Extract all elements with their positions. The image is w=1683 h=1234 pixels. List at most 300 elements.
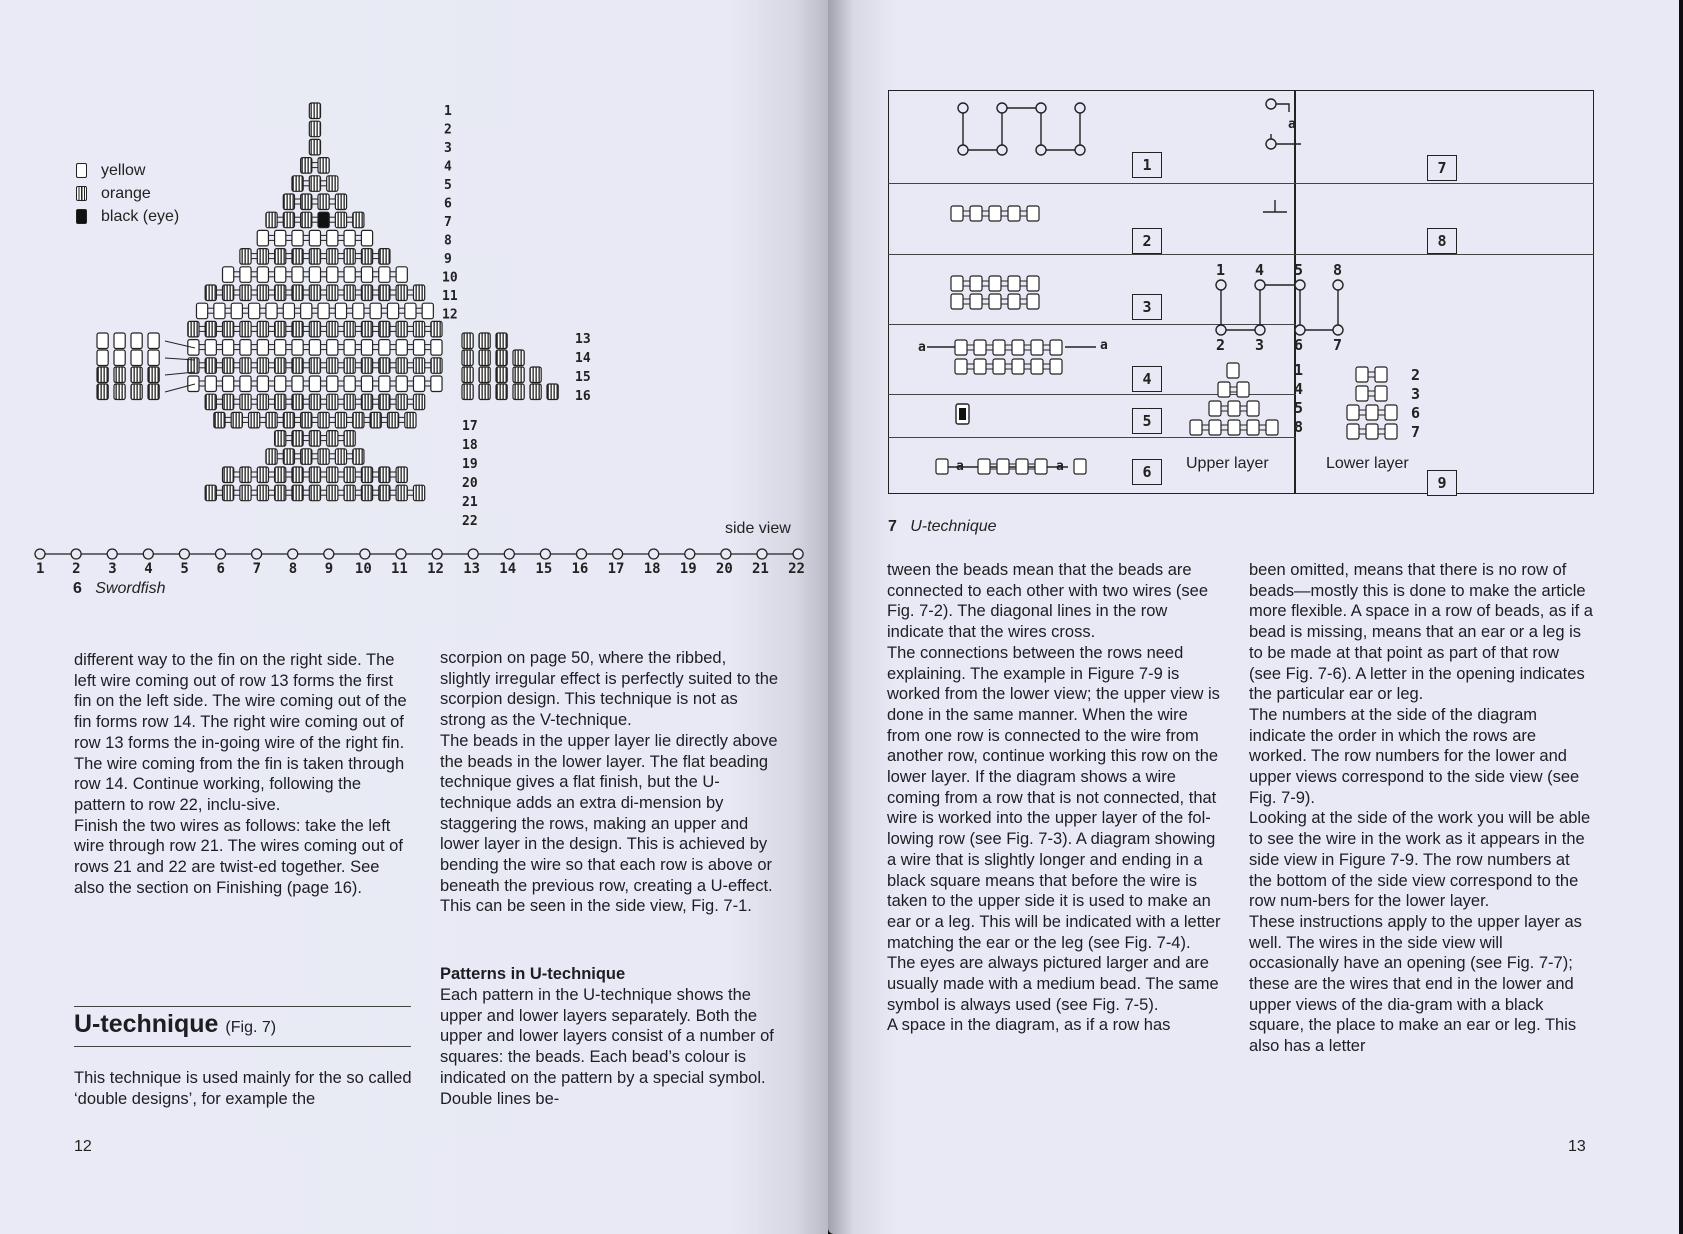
eye-bead-center (959, 408, 966, 420)
bead (205, 485, 216, 501)
bead (275, 358, 286, 374)
bead (396, 394, 407, 410)
bead (1012, 340, 1024, 355)
bead (283, 194, 294, 210)
side-view-bead (540, 549, 550, 559)
bead (1247, 420, 1259, 435)
bead (379, 485, 390, 501)
paragraph: Finish the two wires as follows: take the left wire through row 21. The wires coming out of rows 21 and 22 are twist-ed together. See also the section on Finishing (page 16). (74, 816, 403, 897)
bead (309, 103, 320, 119)
patterns-paragraph: Each pattern in the U-technique shows the upper and lower layers separately. Both the upper and lower layers consist of a number of squares: the beads. Each bead’s colour is indicated on the pattern by a special symbol. Double lines be- (440, 986, 774, 1108)
row-number: 19 (462, 457, 478, 472)
bead (344, 340, 355, 356)
bead (1016, 459, 1028, 474)
side-view-number: 4 (144, 561, 153, 577)
figure-7-bead-rows (936, 206, 1397, 474)
bead (361, 467, 372, 483)
bead (1228, 420, 1240, 435)
figure-title: Swordfish (95, 580, 166, 597)
upper-layer-label: Upper layer (1186, 455, 1269, 472)
bead (240, 376, 251, 392)
bead (114, 350, 125, 366)
bead (309, 121, 320, 137)
side-view-number: 8 (288, 561, 298, 577)
bead (1347, 424, 1359, 439)
bead (344, 394, 355, 410)
bead (361, 358, 372, 374)
swordfish-row-numbers (442, 104, 591, 529)
bead (301, 158, 312, 174)
panel-number-2: 2 (1132, 228, 1162, 254)
swordfish-pattern-diagram (0, 100, 800, 540)
bead (496, 367, 507, 383)
bead (978, 459, 990, 474)
bead (1247, 401, 1259, 416)
left-column-1 (74, 650, 414, 898)
bead (231, 303, 242, 319)
wire-label-7: a (1288, 117, 1296, 132)
bead (1031, 340, 1043, 355)
bead (318, 303, 329, 319)
bead (240, 467, 251, 483)
bead (318, 212, 329, 228)
bead (462, 367, 473, 383)
panel-number-8: 8 (1427, 228, 1457, 254)
bead (205, 394, 216, 410)
bead (257, 321, 268, 337)
side-view-number: 19 (679, 561, 697, 577)
bead (1375, 367, 1387, 382)
paragraph: tween the beads mean that the beads are connected to each other with two wires (see Fig. 7-2). The diagonal lines in the row indicate that the wires cross. (887, 561, 1209, 642)
bead (479, 350, 490, 366)
bead (240, 394, 251, 410)
bead (97, 384, 108, 400)
side-view-bead (360, 549, 370, 559)
bead (974, 340, 986, 355)
bead (97, 367, 108, 383)
bead (951, 294, 963, 309)
upper-layer-number: 4 (1294, 380, 1304, 398)
wire-label-6a: a (956, 459, 964, 474)
row-number: 2 (444, 122, 452, 138)
row-number: 11 (442, 289, 458, 304)
figure-number: 6 (73, 580, 82, 597)
panel-9-number: 4 (1255, 261, 1265, 279)
left-page (0, 0, 828, 1234)
row-number: 6 (444, 196, 452, 212)
side-view-number: 14 (499, 561, 517, 577)
paragraph: The beads in the upper layer lie directly above the beads in the lower layer. The flat beading technique gives a flat finish, but the U-technique adds an extra di-mension by staggering the rows, making an upper and lower layer in the design. This is achieved by bending the wire so that each row is above or beneath the previous row, creating a U-effect. This can be seen in the side view, Fig. 7-1. (440, 731, 778, 916)
panel-9-side-view (1216, 280, 1343, 335)
bead (214, 412, 225, 428)
bead (309, 176, 320, 192)
bead (240, 249, 251, 265)
bead (496, 350, 507, 366)
bead (344, 467, 355, 483)
bead (970, 294, 982, 309)
side-view-bead (179, 549, 189, 559)
bead (131, 333, 142, 349)
lower-layer-number: 6 (1411, 404, 1421, 422)
paragraph: These instructions apply to the upper layer as well. The wires in the side view will occasionally have an opening (see Fig. 7-7); these are the wires that end in the lower and upper views of the dia-gram with a black square, the place to make an ear or leg. This also has a letter (1249, 912, 1582, 1056)
bead (318, 194, 329, 210)
figure-7-caption (888, 518, 997, 536)
bead (335, 412, 346, 428)
bead (327, 485, 338, 501)
bead (266, 212, 277, 228)
bead (413, 321, 424, 337)
bead (361, 230, 372, 246)
bead (396, 467, 407, 483)
row-number: 22 (462, 514, 478, 529)
side-view-bead (252, 549, 262, 559)
bead (1385, 405, 1397, 420)
bead (275, 267, 286, 283)
bead (114, 367, 125, 383)
bead (1356, 367, 1368, 382)
bead (361, 340, 372, 356)
bead (292, 394, 303, 410)
bead (196, 303, 207, 319)
bead (301, 212, 312, 228)
lower-layer-number: 2 (1411, 366, 1421, 384)
bead (309, 267, 320, 283)
bead (114, 384, 125, 400)
bead (257, 485, 268, 501)
bead (327, 340, 338, 356)
panel-number-4: 4 (1132, 366, 1162, 392)
upper-layer-number: 8 (1294, 418, 1304, 436)
bead (413, 340, 424, 356)
panel-9-number: 8 (1333, 261, 1343, 279)
bead (223, 267, 234, 283)
bead (240, 321, 251, 337)
legend-label: yellow (101, 161, 146, 179)
bead (1218, 382, 1230, 397)
bead (431, 321, 442, 337)
bead (989, 276, 1001, 291)
bead (318, 412, 329, 428)
bead (327, 358, 338, 374)
bead (131, 367, 142, 383)
bead (266, 412, 277, 428)
upper-layer-number: 5 (1294, 399, 1304, 417)
paragraph: A space in the diagram, as if a row has (887, 1016, 1171, 1035)
side-view-number: 1 (36, 561, 45, 577)
side-view-label: side view (725, 520, 791, 537)
bead (292, 340, 303, 356)
bead (413, 285, 424, 301)
paragraph: The eyes are always pictured larger and are usually made with a medium bead. The same symbol is always used (see Fig. 7-5). (887, 954, 1219, 1014)
bead (335, 449, 346, 465)
bead (462, 333, 473, 349)
bead (309, 431, 320, 447)
right-column-2 (1249, 560, 1594, 1057)
bead (335, 303, 346, 319)
row-number: 9 (444, 252, 452, 267)
bead (309, 285, 320, 301)
side-view-number: 13 (463, 561, 481, 577)
panel-1-side-view (958, 103, 1085, 155)
bead (462, 384, 473, 400)
side-view-number: 12 (427, 561, 444, 577)
bead (275, 230, 286, 246)
bead (327, 285, 338, 301)
bead (205, 340, 216, 356)
bead (327, 394, 338, 410)
paragraph: The connections between the rows need explaining. The example in Figure 7-9 is worked from the lower view; the upper view is done in the same manner. When the wire from one row is connected to the wire from another row, continue working this row on the lower layer. If the diagram shows a wire coming from a row that is not connected, that wire is worked into the upper layer of the fol-lowing row (see Fig. 7-3). A diagram showing a wire that is slightly longer and ending in a black square means that before the wire is taken to the upper side it is used to make an ear or a leg. This will be indicated with a letter matching the ear or the leg (see Fig. 7-4). (887, 643, 1221, 952)
side-view-number: 21 (752, 561, 769, 577)
panel-number-6: 6 (1132, 459, 1162, 485)
bead (1266, 420, 1278, 435)
bead (257, 358, 268, 374)
bead (353, 449, 364, 465)
bead (370, 412, 381, 428)
bead (496, 384, 507, 400)
bead (249, 303, 260, 319)
bead (344, 267, 355, 283)
bead (1074, 459, 1086, 474)
figure-number: 7 (888, 518, 897, 535)
bead (379, 376, 390, 392)
side-view-bead (324, 549, 334, 559)
side-view-number: 3 (108, 561, 117, 577)
bead (344, 249, 355, 265)
bead (1366, 405, 1378, 420)
row-number: 16 (575, 389, 591, 404)
legend-label: orange (101, 184, 151, 202)
panel-number-5: 5 (1132, 408, 1162, 434)
bead (396, 285, 407, 301)
paragraph: different way to the fin on the right side. The left wire coming out of row 13 forms the first fin on the left side. The wire coming out of the fin forms row 14. The right wire coming out of row 13 forms the in-going wire of the right fin. The wire coming from the fin is taken through row 14. Continue working, following the pattern to row 22, inclu-sive. (74, 651, 407, 814)
bead (266, 303, 277, 319)
bead (413, 394, 424, 410)
bead (283, 412, 294, 428)
bead (223, 340, 234, 356)
bead (240, 340, 251, 356)
side-view-bead (288, 549, 298, 559)
bead (309, 249, 320, 265)
bead (1050, 359, 1062, 374)
bead (275, 249, 286, 265)
row-number: 5 (444, 178, 452, 193)
bead (993, 340, 1005, 355)
bead (1031, 359, 1043, 374)
bead (396, 267, 407, 283)
bead (1012, 359, 1024, 374)
panel-8-crossing (1263, 200, 1287, 212)
bead (309, 394, 320, 410)
side-view-row-numbers (36, 561, 805, 577)
bead (530, 367, 541, 383)
bead (462, 350, 473, 366)
bead (431, 340, 442, 356)
bead (361, 267, 372, 283)
bead (396, 485, 407, 501)
side-view-number: 7 (252, 561, 262, 577)
bead (283, 449, 294, 465)
side-view-bead (757, 549, 767, 559)
upper-layer-number: 1 (1294, 361, 1304, 379)
bead (1035, 459, 1047, 474)
side-view-number: 20 (715, 561, 733, 577)
side-view-bead (396, 549, 406, 559)
bead (1008, 206, 1020, 221)
row-number: 15 (575, 370, 591, 385)
row-number: 12 (442, 307, 458, 323)
bead (479, 367, 490, 383)
bead (249, 412, 260, 428)
section-heading (74, 1010, 276, 1039)
right-column-1 (887, 560, 1222, 1036)
bead (309, 376, 320, 392)
bead (344, 285, 355, 301)
bead (989, 294, 1001, 309)
bead (223, 376, 234, 392)
bead (431, 358, 442, 374)
bead (205, 285, 216, 301)
wire-label-4a: a (918, 340, 926, 355)
panel-9-number: 6 (1294, 336, 1304, 354)
bead (1027, 294, 1039, 309)
bead (327, 267, 338, 283)
bead (301, 412, 312, 428)
row-number: 20 (462, 476, 478, 491)
figure-title: U-technique (910, 518, 997, 535)
panel-number-1: 1 (1132, 152, 1162, 178)
bead (513, 384, 524, 400)
bead (188, 376, 199, 392)
bead (513, 367, 524, 383)
bead (275, 431, 286, 447)
bead (257, 340, 268, 356)
bead (275, 394, 286, 410)
side-view-bead (432, 549, 442, 559)
panel-number-9: 9 (1427, 470, 1457, 496)
row-number: 7 (444, 215, 452, 230)
bead (422, 303, 433, 319)
side-view-number: 2 (72, 561, 81, 577)
bead (1209, 420, 1221, 435)
bead (361, 394, 372, 410)
bead (379, 358, 390, 374)
bead (1375, 386, 1387, 401)
bead (379, 394, 390, 410)
row-number: 10 (442, 270, 458, 286)
section-heading-ref: (Fig. 7) (225, 1019, 277, 1036)
lower-layer-label: Lower layer (1326, 455, 1409, 472)
bead (309, 340, 320, 356)
row-number: 14 (575, 351, 591, 366)
bead (114, 333, 125, 349)
bead (292, 321, 303, 337)
bead (361, 321, 372, 337)
bead (240, 485, 251, 501)
lower-layer-number: 7 (1411, 423, 1421, 441)
bead (344, 358, 355, 374)
row-number: 21 (462, 495, 478, 510)
side-view-number: 5 (180, 561, 189, 577)
row-number: 18 (462, 438, 478, 453)
bead (327, 176, 338, 192)
bead (223, 485, 234, 501)
bead (547, 384, 558, 400)
bead (292, 267, 303, 283)
bead (318, 449, 329, 465)
bead (344, 431, 355, 447)
bead (513, 350, 524, 366)
side-view-bead (685, 549, 695, 559)
bead (413, 358, 424, 374)
bead (396, 358, 407, 374)
bead (379, 467, 390, 483)
bead (396, 340, 407, 356)
bead (361, 376, 372, 392)
bead (257, 285, 268, 301)
bead (387, 303, 398, 319)
side-view-bead (649, 549, 659, 559)
panel-9-number: 7 (1333, 336, 1343, 354)
bead (292, 249, 303, 265)
bead (1027, 276, 1039, 291)
bead (275, 467, 286, 483)
bead (396, 321, 407, 337)
bead (344, 485, 355, 501)
paragraph: The numbers at the side of the diagram indicate the order in which the rows are worked. The row numbers for the lower and upper views correspond to the side view (see Fig. 7-9). (1249, 705, 1580, 807)
bead (396, 376, 407, 392)
bead (301, 194, 312, 210)
bead (1050, 340, 1062, 355)
bead (993, 359, 1005, 374)
page-number: 12 (74, 1138, 92, 1155)
bead (223, 285, 234, 301)
heading-rule-top (74, 1006, 411, 1007)
side-view-number: 6 (216, 561, 225, 577)
bead (479, 333, 490, 349)
bead (148, 367, 159, 383)
bead (379, 249, 390, 265)
bead (205, 376, 216, 392)
bead (275, 485, 286, 501)
bead (1356, 386, 1368, 401)
side-view-number: 9 (324, 561, 334, 577)
side-view-number: 15 (535, 561, 553, 577)
bead (240, 285, 251, 301)
row-number: 8 (444, 233, 452, 249)
bead (413, 485, 424, 501)
side-view-number: 17 (607, 561, 625, 577)
bead (275, 376, 286, 392)
bead (327, 467, 338, 483)
bead (361, 249, 372, 265)
bead (370, 303, 381, 319)
panel-9-number: 1 (1216, 261, 1226, 279)
bead (479, 384, 490, 400)
bead (292, 285, 303, 301)
bead (353, 412, 364, 428)
bead (970, 206, 982, 221)
side-view-bead (35, 549, 45, 559)
bead (292, 358, 303, 374)
bead (223, 394, 234, 410)
bead (1190, 420, 1202, 435)
heading-rule-bottom (74, 1046, 411, 1047)
bead (1385, 424, 1397, 439)
paragraph: Looking at the side of the work you will be able to see the wire in the work as it appears in the side view in Figure 7-9. The row numbers at the bottom of the side view correspond to the row num-bers for the lower layer. (1249, 809, 1591, 911)
wire-label-6b: a (1056, 459, 1064, 474)
bead (1027, 206, 1039, 221)
bead (309, 485, 320, 501)
